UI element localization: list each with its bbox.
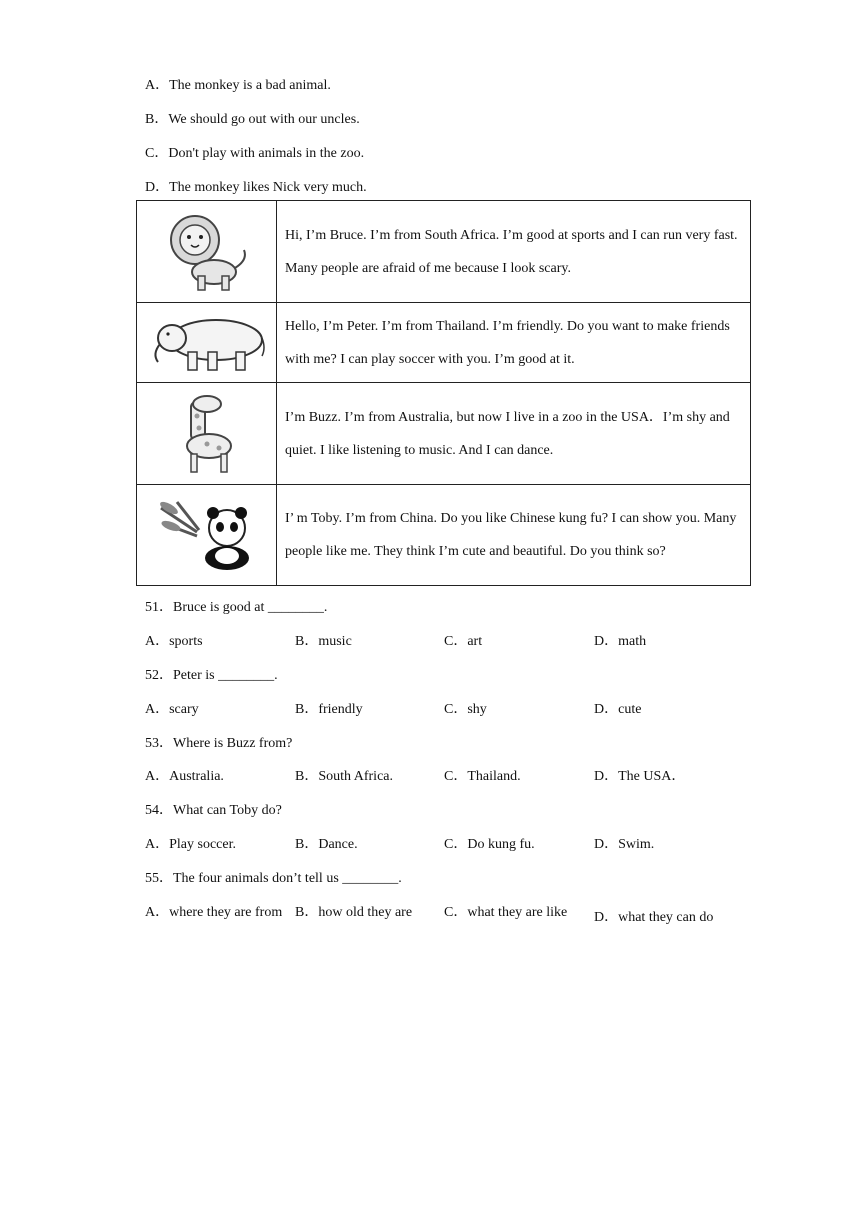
q51-option-d[interactable]: D．math bbox=[594, 634, 647, 649]
q52-option-b[interactable]: B．friendly bbox=[295, 702, 363, 717]
q54-option-b[interactable]: B．Dance. bbox=[295, 837, 358, 852]
animals-table bbox=[136, 200, 751, 586]
q54-option-a[interactable]: A．Play soccer. bbox=[145, 837, 236, 852]
peter-text: Hello, I’m Peter. I’m from Thailand. I’m friendly. Do you want to make friends with me? I can play soccer with you. I’m good at it. bbox=[277, 303, 751, 383]
q55-option-c[interactable]: C．what they are like bbox=[444, 905, 568, 920]
q54-option-d[interactable]: D．Swim. bbox=[594, 837, 655, 852]
q53-option-d[interactable]: D．The USA． bbox=[594, 769, 686, 784]
q51-option-b[interactable]: B．music bbox=[295, 634, 352, 649]
table-row bbox=[137, 303, 751, 383]
toby-text: I’ m Toby. I’m from China. Do you like Chinese kung fu? I can show you. Many people like me. They think I’m cute and beautiful. Do you think so? bbox=[277, 485, 751, 586]
prev-option-a: A．The monkey is a bad animal. bbox=[145, 78, 331, 93]
prev-option-d: D．The monkey likes Nick very much. bbox=[145, 180, 367, 195]
bruce-text: Hi, I’m Bruce. I’m from South Africa. I’m good at sports and I can run very fast. Many people are afraid of me because I look scary. bbox=[277, 201, 751, 303]
prev-option-b: B．We should go out with our uncles. bbox=[145, 112, 360, 127]
q55-option-a[interactable]: A．where they are from bbox=[145, 905, 283, 920]
q52-option-c[interactable]: C．shy bbox=[444, 702, 487, 717]
panda-cell bbox=[137, 485, 277, 586]
table-row bbox=[137, 201, 751, 303]
question-53: 53．Where is Buzz from? bbox=[145, 736, 293, 751]
q55-option-b[interactable]: B．how old they are bbox=[295, 905, 413, 920]
elephant-icon bbox=[148, 312, 266, 374]
question-51: 51．Bruce is good at ________. bbox=[145, 600, 328, 615]
table-row bbox=[137, 383, 751, 485]
panda-icon bbox=[157, 498, 257, 572]
table-row bbox=[137, 485, 751, 586]
q51-option-c[interactable]: C．art bbox=[444, 634, 483, 649]
q54-option-c[interactable]: C．Do kung fu. bbox=[444, 837, 535, 852]
q52-option-d[interactable]: D．cute bbox=[594, 702, 642, 717]
prev-option-c: C．Don't play with animals in the zoo. bbox=[145, 146, 365, 161]
giraffe-icon bbox=[177, 394, 237, 474]
q53-option-b[interactable]: B．South Africa. bbox=[295, 769, 393, 784]
question-54: 54．What can Toby do? bbox=[145, 803, 282, 818]
question-52: 52．Peter is ________. bbox=[145, 668, 278, 683]
lion-icon bbox=[162, 210, 252, 294]
buzz-text: I’m Buzz. I’m from Australia, but now I live in a zoo in the USA．I’m shy and quiet. I like listening to music. And I can dance. bbox=[277, 383, 751, 485]
q53-option-a[interactable]: A．Australia. bbox=[145, 769, 224, 784]
q55-option-d[interactable]: D．what they can do bbox=[594, 910, 714, 925]
question-55: 55．The four animals don’t tell us ________. bbox=[145, 871, 402, 886]
lion-cell bbox=[137, 201, 277, 303]
q53-option-c[interactable]: C．Thailand. bbox=[444, 769, 521, 784]
giraffe-cell bbox=[137, 383, 277, 485]
q51-option-a[interactable]: A．sports bbox=[145, 634, 203, 649]
q52-option-a[interactable]: A．scary bbox=[145, 702, 199, 717]
elephant-cell bbox=[137, 303, 277, 383]
